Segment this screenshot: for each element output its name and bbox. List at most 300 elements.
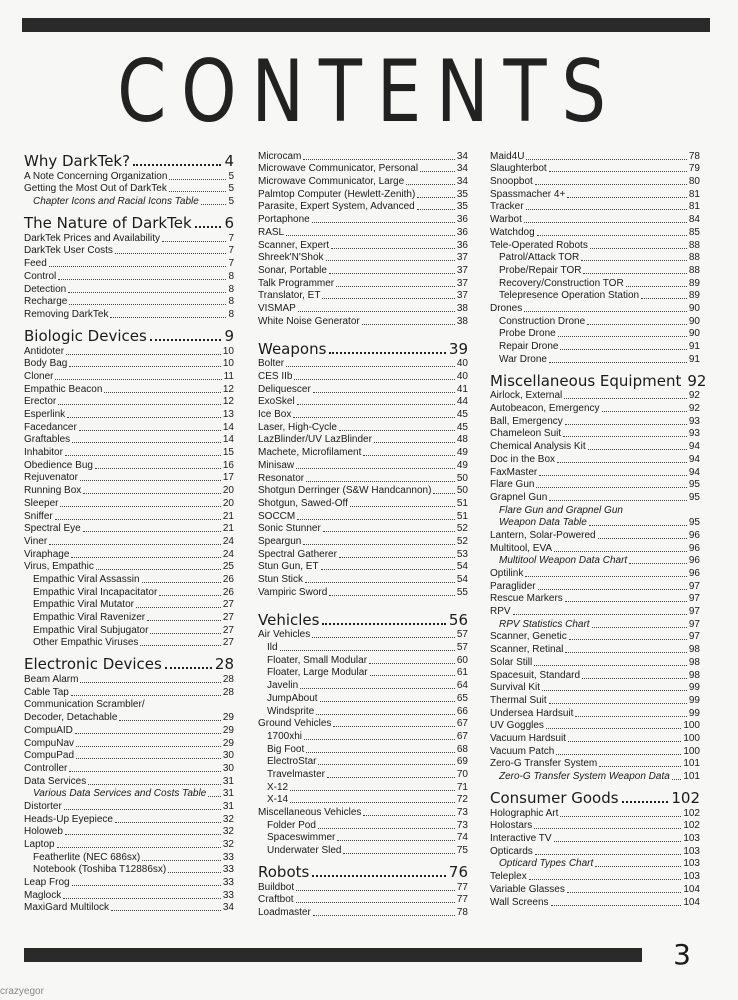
dot-leader bbox=[350, 506, 455, 507]
toc-entry bbox=[490, 529, 700, 542]
toc-entry bbox=[258, 472, 468, 485]
entry-page-number: 104 bbox=[683, 896, 700, 908]
entry-title: Inhabitor bbox=[24, 447, 63, 459]
entry-page-number: 89 bbox=[688, 277, 700, 289]
toc-entry bbox=[24, 535, 234, 548]
entry-page-number: 90 bbox=[688, 302, 700, 314]
entry-page-number: 77 bbox=[456, 894, 468, 906]
entry-title: Esperlink bbox=[24, 409, 66, 420]
dot-leader bbox=[76, 746, 221, 747]
toc-entry bbox=[490, 845, 700, 858]
dot-leader bbox=[290, 790, 455, 791]
entry-page-number: 20 bbox=[222, 485, 234, 497]
entry-page-number: 37 bbox=[456, 290, 468, 302]
dot-leader bbox=[554, 551, 687, 552]
entry-title: Multitool, EVA bbox=[490, 542, 553, 554]
entry-title: CompuPad bbox=[24, 750, 75, 762]
entry-page-number: 50 bbox=[456, 485, 468, 497]
section-spacer bbox=[258, 328, 468, 334]
dot-leader bbox=[60, 506, 220, 507]
section-title: Miscellaneous Equipment bbox=[490, 371, 682, 390]
entry-title: Autobeacon, Emergency bbox=[490, 403, 600, 415]
dot-leader bbox=[417, 197, 455, 198]
entry-page-number: 29 bbox=[222, 724, 234, 736]
entry-page-number: 99 bbox=[688, 682, 700, 694]
section-page-number: 28 bbox=[214, 655, 234, 674]
toc-entry bbox=[258, 264, 468, 277]
toc-entry bbox=[24, 183, 234, 196]
entry-title: Telepresence Operation Station bbox=[499, 290, 640, 302]
entry-title: Zero-G Transfer System Weapon Data bbox=[499, 771, 670, 782]
toc-entry bbox=[24, 257, 234, 270]
toc-entry bbox=[490, 328, 700, 341]
entry-title: Featherlite (NEC 686sx) bbox=[33, 851, 141, 863]
toc-entry bbox=[258, 548, 468, 561]
entry-title: Distorter bbox=[24, 800, 62, 812]
dot-leader bbox=[590, 248, 687, 249]
entry-title: Stun Gun, ET bbox=[258, 561, 319, 573]
dot-leader bbox=[297, 404, 455, 405]
dot-leader bbox=[568, 741, 681, 742]
entry-title: Loadmaster bbox=[258, 907, 311, 919]
entry-title: DarkTek Prices and Availability bbox=[24, 232, 160, 244]
entry-page-number: 60 bbox=[456, 654, 468, 666]
toc-entry bbox=[490, 732, 700, 745]
dot-leader bbox=[304, 739, 455, 740]
toc-entry bbox=[258, 188, 468, 201]
entry-title: Controller bbox=[24, 762, 68, 774]
entry-title: Air Vehicles bbox=[258, 629, 311, 641]
entry-title: Flare Gun and Grapnel Gun bbox=[499, 504, 623, 516]
entry-title: Other Empathic Viruses bbox=[33, 637, 139, 649]
entry-title: Miscellaneous Vehicles bbox=[258, 807, 362, 818]
entry-page-number: 94 bbox=[688, 466, 700, 478]
entry-title: X-14 bbox=[267, 794, 289, 806]
entry-page-number: 93 bbox=[688, 428, 700, 440]
entry-page-number: 99 bbox=[688, 707, 700, 719]
dot-leader bbox=[65, 455, 221, 456]
dot-leader bbox=[542, 690, 687, 691]
entry-page-number: 73 bbox=[456, 819, 468, 831]
dot-leader bbox=[303, 544, 455, 545]
section-page-number: 56 bbox=[448, 610, 468, 629]
entry-title: Resonator bbox=[258, 472, 305, 484]
entry-page-number: 34 bbox=[456, 176, 468, 188]
toc-entry bbox=[258, 832, 468, 845]
entry-title: Feed bbox=[24, 258, 47, 270]
toc-section-heading bbox=[258, 338, 468, 358]
dot-leader bbox=[539, 475, 687, 476]
entry-page-number: 34 bbox=[222, 902, 234, 914]
dot-leader bbox=[58, 404, 221, 405]
entry-title: Solar Still bbox=[490, 656, 533, 668]
entry-page-number: 38 bbox=[456, 302, 468, 314]
entry-title: CES IIb bbox=[258, 371, 293, 382]
section-page-number: 9 bbox=[224, 326, 234, 345]
entry-title: Tracker bbox=[490, 201, 524, 213]
entry-title: Wall Screens bbox=[490, 896, 549, 908]
dot-leader bbox=[58, 279, 226, 280]
dot-leader bbox=[76, 758, 221, 759]
entry-title: Drones bbox=[490, 302, 523, 314]
dot-leader bbox=[306, 752, 455, 753]
entry-page-number: 93 bbox=[688, 415, 700, 427]
entry-title: War Drone bbox=[499, 353, 547, 365]
dot-leader bbox=[300, 688, 455, 689]
dot-leader bbox=[339, 557, 455, 558]
section-page-number: 76 bbox=[448, 863, 468, 882]
toc-section-heading bbox=[490, 370, 707, 390]
entry-page-number: 88 bbox=[688, 252, 700, 264]
dot-leader bbox=[333, 726, 454, 727]
entry-page-number: 11 bbox=[223, 370, 234, 382]
entry-page-number: 53 bbox=[456, 548, 468, 560]
entry-title: Obedience Bug bbox=[24, 459, 93, 471]
entry-title: A Note Concerning Organization bbox=[24, 170, 168, 182]
toc-entry bbox=[258, 781, 468, 794]
entry-page-number: 48 bbox=[456, 434, 468, 446]
entry-title: Shotgun Derringer (S&W Handcannon) bbox=[258, 485, 432, 497]
entry-page-number: 95 bbox=[688, 491, 700, 503]
entry-page-number: 90 bbox=[688, 315, 700, 327]
entry-title: Repair Drone bbox=[499, 341, 559, 352]
dot-leader bbox=[599, 766, 681, 767]
toc-entry bbox=[24, 523, 234, 536]
entry-title: Doc in the Box bbox=[490, 453, 556, 465]
toc-entry bbox=[490, 870, 700, 883]
entry-page-number: 12 bbox=[222, 396, 234, 408]
entry-title: LazBlinder/UV LazBlinder bbox=[258, 434, 372, 446]
entry-page-number: 88 bbox=[688, 264, 700, 276]
dot-leader bbox=[312, 222, 455, 223]
entry-title: UV Goggles bbox=[490, 720, 544, 732]
entry-title: Airlock, External bbox=[490, 390, 563, 402]
entry-title: Windsprite bbox=[267, 705, 315, 717]
dot-leader bbox=[119, 720, 220, 721]
entry-title: Virus, Empathic bbox=[24, 561, 94, 573]
toc-entry bbox=[258, 150, 468, 163]
dot-leader bbox=[343, 853, 454, 854]
dot-leader bbox=[536, 487, 686, 488]
entry-page-number: 52 bbox=[456, 535, 468, 547]
entry-title: Sleeper bbox=[24, 497, 59, 509]
page-title: CONTENTS bbox=[117, 42, 621, 142]
entry-title: Palmtop Computer (Hewlett-Zenith) bbox=[258, 188, 416, 200]
toc-entry bbox=[258, 290, 468, 303]
entry-title: Spaceswimmer bbox=[267, 832, 336, 844]
toc-section-heading bbox=[490, 787, 700, 807]
entry-page-number: 14 bbox=[222, 421, 234, 433]
toc-entry bbox=[24, 459, 234, 472]
entry-title: Holostars bbox=[490, 820, 533, 832]
toc-entry bbox=[24, 170, 234, 183]
entry-page-number: 36 bbox=[456, 214, 468, 226]
entry-title: Sniffer bbox=[24, 510, 53, 522]
dot-leader bbox=[168, 872, 221, 873]
entry-title: VISMAP bbox=[258, 302, 296, 314]
toc-entry bbox=[258, 692, 468, 705]
entry-title: Zero-G Transfer System bbox=[490, 758, 598, 770]
entry-title: Floater, Small Modular bbox=[267, 654, 368, 666]
toc-entry bbox=[258, 201, 468, 214]
entry-title: Holoweb bbox=[24, 826, 63, 838]
entry-title: Microwave Communicator, Personal bbox=[258, 163, 419, 175]
toc-section-heading bbox=[258, 861, 468, 881]
entry-title: Spassmacher 4+ bbox=[490, 188, 566, 200]
dot-leader bbox=[80, 480, 221, 481]
entry-page-number: 54 bbox=[456, 561, 468, 573]
dot-leader bbox=[329, 595, 455, 596]
dot-leader bbox=[69, 771, 221, 772]
entry-page-number: 52 bbox=[456, 523, 468, 535]
toc-entry bbox=[258, 421, 468, 434]
entry-title: Paraglider bbox=[490, 580, 536, 592]
toc-entry bbox=[490, 453, 700, 466]
entry-page-number: 7 bbox=[228, 245, 234, 257]
entry-page-number: 33 bbox=[222, 889, 234, 901]
dot-leader bbox=[535, 184, 687, 185]
entry-title: Warbot bbox=[490, 214, 522, 226]
entry-page-number: 71 bbox=[456, 781, 468, 793]
toc-entry bbox=[258, 459, 468, 472]
entry-title: Snoopbot bbox=[490, 176, 533, 188]
entry-page-number: 8 bbox=[228, 296, 234, 308]
toc-entry bbox=[258, 768, 468, 781]
dot-leader bbox=[57, 847, 221, 848]
entry-title: White Noise Generator bbox=[258, 315, 360, 327]
toc-entry bbox=[24, 724, 234, 737]
toc-entry bbox=[24, 586, 234, 599]
entry-page-number: 97 bbox=[688, 580, 700, 592]
entry-page-number: 8 bbox=[228, 270, 234, 282]
entry-page-number: 102 bbox=[683, 820, 700, 832]
toc-entry bbox=[490, 567, 700, 580]
dot-leader bbox=[296, 890, 455, 891]
entry-title: Underwater Sled bbox=[267, 845, 342, 857]
toc-entry bbox=[24, 750, 234, 763]
entry-page-number: 98 bbox=[688, 669, 700, 681]
toc-entry bbox=[490, 188, 700, 201]
toc-entry bbox=[24, 762, 234, 775]
dot-leader bbox=[208, 796, 221, 797]
entry-title: Empathic Viral Subjugator bbox=[33, 624, 149, 636]
toc-section-heading bbox=[24, 150, 234, 170]
toc-entry bbox=[24, 308, 234, 321]
entry-page-number: 61 bbox=[456, 667, 468, 679]
dot-leader bbox=[318, 764, 454, 765]
entry-title: Scanner, Genetic bbox=[490, 631, 567, 643]
toc-column-1 bbox=[24, 150, 234, 914]
toc-entry bbox=[490, 758, 700, 771]
toc-entry bbox=[24, 561, 234, 574]
entry-page-number: 13 bbox=[222, 409, 234, 420]
dot-leader bbox=[140, 645, 220, 646]
entry-page-number: 26 bbox=[222, 573, 234, 585]
dot-leader bbox=[79, 430, 221, 431]
dot-leader bbox=[575, 716, 687, 717]
entry-page-number: 17 bbox=[222, 472, 234, 484]
dot-leader bbox=[556, 754, 681, 755]
dot-leader bbox=[65, 834, 221, 835]
entry-page-number: 67 bbox=[456, 718, 468, 730]
toc-entry bbox=[258, 718, 468, 731]
entry-title: Antidoter bbox=[24, 345, 65, 357]
dot-leader bbox=[115, 822, 221, 823]
section-page-number: 6 bbox=[224, 214, 234, 233]
entry-title: Opticard Types Chart bbox=[499, 858, 594, 870]
entry-page-number: 27 bbox=[222, 612, 234, 623]
entry-title: Folder Pod bbox=[267, 819, 316, 831]
dot-leader bbox=[622, 801, 669, 803]
dot-leader bbox=[133, 164, 221, 166]
entry-page-number: 100 bbox=[683, 745, 700, 757]
toc-entry bbox=[24, 788, 234, 801]
entry-page-number: 103 bbox=[683, 858, 700, 870]
dot-leader bbox=[592, 627, 687, 628]
entry-page-number: 10 bbox=[222, 358, 234, 370]
dot-leader bbox=[546, 728, 681, 729]
dot-leader bbox=[312, 875, 446, 877]
dot-leader bbox=[150, 633, 220, 634]
page-number: 3 bbox=[673, 938, 691, 971]
entry-title: Teleplex bbox=[490, 871, 527, 883]
dot-leader bbox=[565, 601, 687, 602]
entry-page-number: 37 bbox=[456, 252, 468, 264]
dot-leader bbox=[558, 336, 687, 337]
entry-page-number: 96 bbox=[688, 568, 700, 579]
dot-leader bbox=[294, 379, 454, 380]
entry-title: Empathic Beacon bbox=[24, 383, 103, 395]
toc-section-heading bbox=[258, 609, 468, 629]
entry-title: DarkTek User Costs bbox=[24, 245, 113, 257]
entry-page-number: 103 bbox=[683, 871, 700, 883]
toc-entry bbox=[490, 745, 700, 758]
toc-entry bbox=[490, 820, 700, 833]
dot-leader bbox=[549, 171, 687, 172]
dot-leader bbox=[286, 235, 455, 236]
dot-leader bbox=[136, 607, 221, 608]
dot-leader bbox=[313, 392, 455, 393]
toc-entry bbox=[24, 345, 234, 358]
entry-title: Decoder, Detachable bbox=[24, 712, 118, 724]
toc-section-heading bbox=[24, 653, 234, 673]
entry-page-number: 8 bbox=[228, 308, 234, 320]
entry-title: Weapon Data Table bbox=[499, 517, 587, 529]
entry-page-number: 97 bbox=[688, 618, 700, 630]
dot-leader bbox=[298, 311, 455, 312]
section-title: Biologic Devices bbox=[24, 326, 147, 345]
entry-page-number: 103 bbox=[683, 845, 700, 857]
entry-title: Empathic Viral Ravenizer bbox=[33, 612, 146, 623]
entry-page-number: 28 bbox=[222, 686, 234, 698]
dot-leader bbox=[111, 910, 221, 911]
entry-page-number: 37 bbox=[456, 264, 468, 276]
entry-page-number: 94 bbox=[688, 441, 700, 453]
entry-page-number: 34 bbox=[456, 150, 468, 162]
toc-entry bbox=[24, 599, 234, 612]
entry-title: Optilink bbox=[490, 568, 524, 579]
dot-leader bbox=[312, 637, 455, 638]
entry-title: Spectral Gatherer bbox=[258, 548, 337, 560]
dot-leader bbox=[363, 455, 455, 456]
entry-page-number: 77 bbox=[456, 881, 468, 893]
entry-page-number: 5 bbox=[228, 196, 234, 208]
entry-title: Data Services bbox=[24, 775, 87, 787]
toc-entry bbox=[490, 656, 700, 669]
entry-title: Buildbot bbox=[258, 881, 295, 893]
entry-page-number: 26 bbox=[222, 586, 234, 598]
toc-entry bbox=[490, 315, 700, 328]
entry-title: JumpAbout bbox=[267, 692, 318, 704]
entry-page-number: 21 bbox=[222, 523, 234, 535]
entry-title: Talk Programmer bbox=[258, 277, 335, 289]
dot-leader bbox=[306, 481, 455, 482]
toc-entry bbox=[258, 408, 468, 421]
toc-entry bbox=[490, 428, 700, 441]
dot-leader bbox=[71, 557, 220, 558]
entry-page-number: 73 bbox=[456, 807, 468, 818]
dot-leader bbox=[363, 815, 454, 816]
entry-title: Interactive TV bbox=[490, 833, 552, 845]
dot-leader bbox=[195, 226, 222, 228]
toc-entry bbox=[258, 485, 468, 498]
entry-title: Variable Glasses bbox=[490, 883, 565, 895]
toc-entry bbox=[490, 302, 700, 315]
dot-leader bbox=[303, 159, 455, 160]
dot-leader bbox=[327, 777, 455, 778]
toc-entry bbox=[24, 775, 234, 788]
entry-title: Ild bbox=[267, 642, 278, 654]
toc-entry bbox=[258, 705, 468, 718]
entry-title: Ice Box bbox=[258, 409, 292, 421]
dot-leader bbox=[535, 854, 682, 855]
dot-leader bbox=[529, 879, 682, 880]
dot-leader bbox=[598, 538, 687, 539]
toc-entry bbox=[258, 315, 468, 328]
entry-title: Recharge bbox=[24, 296, 68, 308]
entry-title: RPV bbox=[490, 606, 511, 618]
dot-leader bbox=[67, 417, 221, 418]
toc-entry bbox=[258, 446, 468, 459]
entry-page-number: 99 bbox=[688, 694, 700, 706]
entry-page-number: 49 bbox=[456, 459, 468, 471]
dot-leader bbox=[331, 248, 455, 249]
entry-page-number: 95 bbox=[688, 479, 700, 491]
entry-page-number: 34 bbox=[456, 163, 468, 175]
entry-page-number: 67 bbox=[456, 730, 468, 742]
entry-title: Graftables bbox=[24, 434, 71, 446]
dot-leader bbox=[567, 892, 681, 893]
entry-title: Watchdog bbox=[490, 226, 535, 238]
entry-title: Laptop bbox=[24, 839, 55, 850]
entry-page-number: 30 bbox=[222, 750, 234, 762]
dot-leader bbox=[362, 324, 455, 325]
entry-title: Portaphone bbox=[258, 214, 310, 226]
toc-entry-continued bbox=[490, 504, 700, 517]
toc-entry bbox=[258, 302, 468, 315]
toc-entry bbox=[490, 415, 700, 428]
entry-page-number: 31 bbox=[222, 775, 234, 787]
entry-page-number: 8 bbox=[228, 283, 234, 295]
toc-entry bbox=[490, 479, 700, 492]
entry-page-number: 81 bbox=[688, 188, 700, 200]
toc-entry bbox=[490, 226, 700, 239]
entry-title: SOCCM bbox=[258, 510, 296, 522]
entry-page-number: 51 bbox=[456, 497, 468, 509]
entry-title: Craftbot bbox=[258, 894, 294, 906]
entry-title: RPV Statistics Chart bbox=[499, 618, 590, 630]
entry-page-number: 16 bbox=[222, 459, 234, 471]
